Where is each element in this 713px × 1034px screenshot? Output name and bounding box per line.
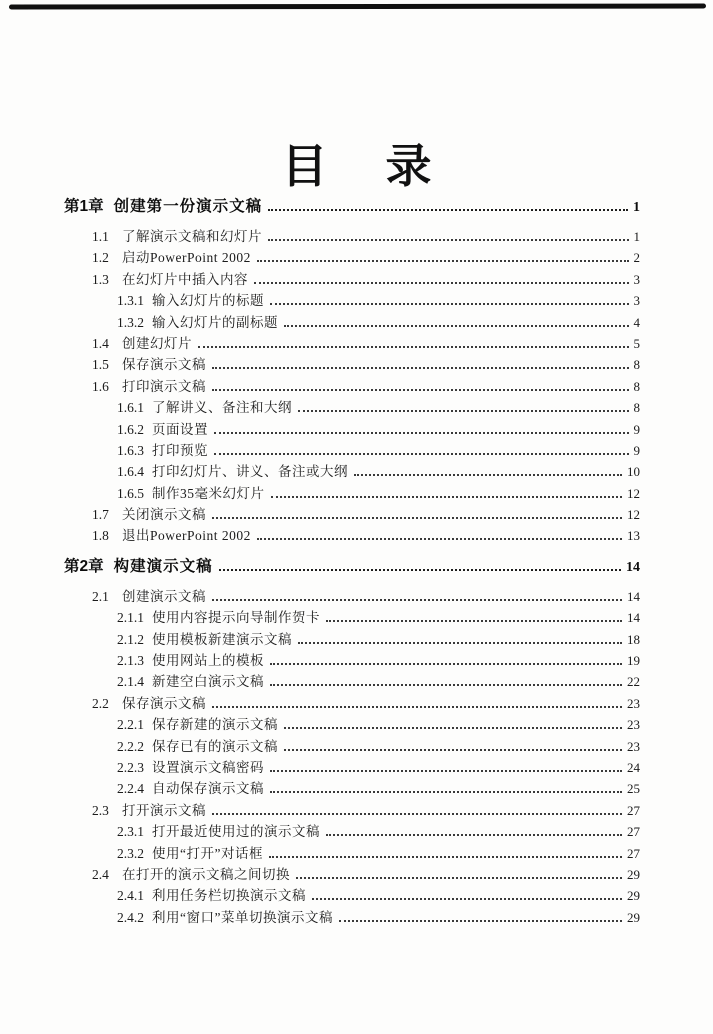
toc-item-number: 2.3.1 bbox=[117, 824, 144, 840]
toc-item-title: 输入幻灯片的副标题 bbox=[152, 314, 278, 330]
toc-item-title: 打开演示文稿 bbox=[122, 802, 206, 818]
toc-item-page: 23 bbox=[627, 695, 640, 711]
toc-item-row bbox=[64, 821, 640, 842]
toc-item-title: 保存已有的演示文稿 bbox=[152, 738, 278, 754]
toc-item-row bbox=[64, 440, 640, 461]
toc-item-title: 使用内容提示向导制作贺卡 bbox=[152, 610, 320, 626]
toc-item-number: 2.1.4 bbox=[117, 674, 144, 690]
toc-item-title: 创建演示文稿 bbox=[122, 588, 206, 604]
toc-item-number: 1.3 bbox=[92, 271, 109, 287]
toc-item-title: 关闭演示文稿 bbox=[122, 507, 206, 523]
toc-item-number: 2.4 bbox=[92, 866, 109, 882]
toc-item-title: 打印预览 bbox=[152, 442, 208, 458]
dot-leader bbox=[268, 237, 629, 241]
dot-leader bbox=[326, 618, 622, 622]
toc-item-page: 8 bbox=[633, 378, 640, 394]
toc-item-number: 2.4.2 bbox=[117, 909, 144, 925]
toc-item-row bbox=[64, 419, 640, 440]
toc-item-row bbox=[64, 354, 640, 375]
dot-leader bbox=[268, 207, 628, 211]
toc-item-page: 23 bbox=[627, 738, 640, 754]
toc-item-number: 2.3 bbox=[92, 802, 109, 818]
toc-item-row bbox=[64, 269, 640, 290]
dot-leader bbox=[271, 494, 623, 498]
dot-leader bbox=[214, 430, 629, 434]
toc-item-row bbox=[64, 843, 640, 864]
toc-chapter-title: 构建演示文稿 bbox=[113, 557, 213, 575]
toc-item-page: 9 bbox=[633, 421, 640, 437]
dot-leader bbox=[270, 789, 622, 793]
toc-item-row bbox=[64, 586, 640, 607]
toc-item-title: 新建空白演示文稿 bbox=[152, 674, 264, 690]
toc-item-row bbox=[64, 397, 640, 418]
toc-item-number: 1.5 bbox=[92, 357, 109, 373]
toc-item-page: 24 bbox=[627, 759, 640, 775]
toc-item-title: 页面设置 bbox=[152, 421, 208, 437]
toc-item-number: 1.6.3 bbox=[117, 442, 144, 458]
toc-item-page: 27 bbox=[627, 802, 640, 818]
toc-item-row bbox=[64, 525, 640, 546]
toc-item-page: 27 bbox=[627, 824, 640, 840]
toc-item-row bbox=[64, 907, 640, 928]
toc-item-number: 1.7 bbox=[92, 507, 109, 523]
toc-item-title: 保存演示文稿 bbox=[122, 695, 206, 711]
toc-item-row bbox=[64, 864, 640, 885]
toc-item-row bbox=[64, 800, 640, 821]
toc-item-number: 2.2.3 bbox=[117, 759, 144, 775]
dot-leader bbox=[284, 747, 622, 751]
toc-chapter-page: 1 bbox=[633, 200, 640, 215]
toc-item-number: 2.2.2 bbox=[117, 738, 144, 754]
toc-item-row bbox=[64, 885, 640, 906]
toc-item-row bbox=[64, 226, 640, 247]
dot-leader bbox=[312, 896, 622, 900]
toc-item-title: 自动保存演示文稿 bbox=[152, 781, 264, 797]
toc-item-page: 8 bbox=[633, 357, 640, 373]
toc-item-row bbox=[64, 629, 640, 650]
toc-item-page: 2 bbox=[633, 250, 640, 266]
toc-chapter-page: 14 bbox=[626, 559, 640, 575]
toc-item-number: 1.3.2 bbox=[117, 314, 144, 330]
toc-item-page: 27 bbox=[627, 845, 640, 861]
toc-item-row bbox=[64, 247, 640, 268]
toc-item-page: 18 bbox=[627, 631, 640, 647]
toc-item-title: 设置演示文稿密码 bbox=[152, 759, 264, 775]
page-title bbox=[0, 130, 713, 196]
dot-leader bbox=[254, 280, 629, 284]
dot-leader bbox=[270, 661, 622, 665]
toc-item-row bbox=[64, 607, 640, 628]
toc-item-row bbox=[64, 693, 640, 714]
toc-item-title: 在打开的演示文稿之间切换 bbox=[122, 866, 290, 882]
toc bbox=[64, 194, 640, 928]
toc-item-title: 输入幻灯片的标题 bbox=[152, 293, 264, 309]
dot-leader bbox=[270, 301, 629, 305]
toc-item-title: 在幻灯片中插入内容 bbox=[122, 271, 248, 287]
toc-item-number: 2.1.1 bbox=[117, 610, 144, 626]
dot-leader bbox=[198, 344, 629, 348]
toc-item-page: 10 bbox=[627, 464, 640, 480]
toc-item-page: 5 bbox=[633, 335, 640, 351]
toc-item-page: 12 bbox=[627, 485, 640, 501]
toc-item-row bbox=[64, 736, 640, 757]
dot-leader bbox=[296, 875, 622, 879]
toc-item-page: 12 bbox=[627, 507, 640, 523]
toc-item-number: 2.2.1 bbox=[117, 717, 144, 733]
toc-item-title: 使用网站上的模板 bbox=[152, 653, 264, 669]
toc-item-number: 1.4 bbox=[92, 335, 109, 351]
toc-item-title: 了解讲义、备注和大纲 bbox=[152, 400, 292, 416]
toc-item-title: 了解演示文稿和幻灯片 bbox=[122, 229, 262, 244]
toc-item-page: 4 bbox=[633, 314, 640, 330]
toc-chapter-row bbox=[64, 554, 640, 580]
toc-item-page: 22 bbox=[627, 674, 640, 690]
toc-item-row bbox=[64, 290, 640, 311]
toc-item-row bbox=[64, 757, 640, 778]
toc-item-number: 2.4.1 bbox=[117, 888, 144, 904]
toc-item-title: 利用任务栏切换演示文稿 bbox=[152, 888, 306, 904]
toc-item-title: 使用模板新建演示文稿 bbox=[152, 631, 292, 647]
dot-leader bbox=[212, 811, 622, 815]
toc-chapter-number: 第1章 bbox=[64, 198, 104, 215]
toc-item-number: 2.1 bbox=[92, 588, 109, 604]
toc-item-title: 打印幻灯片、讲义、备注或大纲 bbox=[152, 464, 348, 480]
toc-item-number: 2.2.4 bbox=[117, 781, 144, 797]
toc-item-number: 1.6.1 bbox=[117, 400, 144, 416]
toc-item-row bbox=[64, 461, 640, 482]
dot-leader bbox=[219, 567, 621, 571]
toc-item-title: 打开最近使用过的演示文稿 bbox=[152, 824, 320, 840]
dot-leader bbox=[270, 768, 622, 772]
toc-item-number: 2.1.3 bbox=[117, 653, 144, 669]
dot-leader bbox=[212, 704, 622, 708]
toc-chapter-row bbox=[64, 194, 640, 220]
page-title-char-1: 目 bbox=[281, 140, 328, 192]
toc-item-row bbox=[64, 483, 640, 504]
toc-item-row bbox=[64, 333, 640, 354]
toc-item-number: 2.2 bbox=[92, 695, 109, 711]
toc-item-title: 保存演示文稿 bbox=[122, 357, 206, 373]
toc-item-title: 利用“窗口”菜单切换演示文稿 bbox=[152, 909, 333, 925]
toc-item-title: 创建幻灯片 bbox=[122, 335, 192, 351]
toc-item-row bbox=[64, 376, 640, 397]
toc-item-row bbox=[64, 778, 640, 799]
toc-item-number: 1.6.2 bbox=[117, 421, 144, 437]
toc-item-page: 29 bbox=[627, 909, 640, 925]
dot-leader bbox=[339, 918, 622, 922]
dot-leader bbox=[257, 258, 629, 262]
toc-item-title: 使用“打开”对话框 bbox=[152, 845, 263, 861]
dot-leader bbox=[212, 365, 629, 369]
dot-leader bbox=[270, 682, 622, 686]
dot-leader bbox=[284, 725, 622, 729]
dot-leader bbox=[212, 597, 622, 601]
scan-artifact-top-line bbox=[9, 4, 706, 10]
toc-item-page: 14 bbox=[627, 588, 640, 604]
toc-item-row bbox=[64, 504, 640, 525]
toc-item-number: 1.3.1 bbox=[117, 293, 144, 309]
toc-item-number: 1.6 bbox=[92, 378, 109, 394]
page-title-char-2: 录 bbox=[385, 140, 432, 192]
toc-item-number: 2.1.2 bbox=[117, 631, 144, 647]
toc-item-number: 1.2 bbox=[92, 250, 109, 266]
dot-leader bbox=[298, 640, 622, 644]
toc-item-row bbox=[64, 671, 640, 692]
toc-item-page: 19 bbox=[627, 653, 640, 669]
toc-item-number: 1.1 bbox=[92, 229, 109, 244]
toc-item-title: 制作35毫米幻灯片 bbox=[152, 485, 265, 501]
toc-item-row bbox=[64, 312, 640, 333]
toc-item-title: 打印演示文稿 bbox=[122, 378, 206, 394]
toc-item-number: 1.6.5 bbox=[117, 485, 144, 501]
dot-leader bbox=[354, 472, 622, 476]
toc-chapter-title: 创建第一份演示文稿 bbox=[113, 198, 263, 215]
dot-leader bbox=[284, 323, 629, 327]
toc-item-page: 23 bbox=[627, 717, 640, 733]
toc-item-page: 9 bbox=[633, 442, 640, 458]
toc-item-number: 2.3.2 bbox=[117, 845, 144, 861]
toc-item-page: 3 bbox=[633, 293, 640, 309]
dot-leader bbox=[269, 854, 622, 858]
toc-item-title: 启动PowerPoint 2002 bbox=[122, 250, 251, 266]
toc-item-title: 退出PowerPoint 2002 bbox=[122, 528, 251, 544]
toc-item-page: 3 bbox=[633, 271, 640, 287]
toc-item-title: 保存新建的演示文稿 bbox=[152, 717, 278, 733]
toc-chapter-number: 第2章 bbox=[64, 557, 104, 575]
dot-leader bbox=[298, 408, 629, 412]
toc-item-number: 1.6.4 bbox=[117, 464, 144, 480]
dot-leader bbox=[212, 387, 629, 391]
toc-item-page: 29 bbox=[627, 866, 640, 882]
toc-item-page: 13 bbox=[627, 528, 640, 544]
toc-item-page: 8 bbox=[633, 400, 640, 416]
dot-leader bbox=[257, 536, 622, 540]
toc-item-page: 29 bbox=[627, 888, 640, 904]
toc-item-row bbox=[64, 714, 640, 735]
toc-item-page: 14 bbox=[627, 610, 640, 626]
toc-item-page: 1 bbox=[633, 229, 640, 244]
dot-leader bbox=[212, 515, 622, 519]
dot-leader bbox=[214, 451, 629, 455]
toc-item-number: 1.8 bbox=[92, 528, 109, 544]
dot-leader bbox=[326, 832, 622, 836]
toc-item-row bbox=[64, 650, 640, 671]
toc-item-page: 25 bbox=[627, 781, 640, 797]
